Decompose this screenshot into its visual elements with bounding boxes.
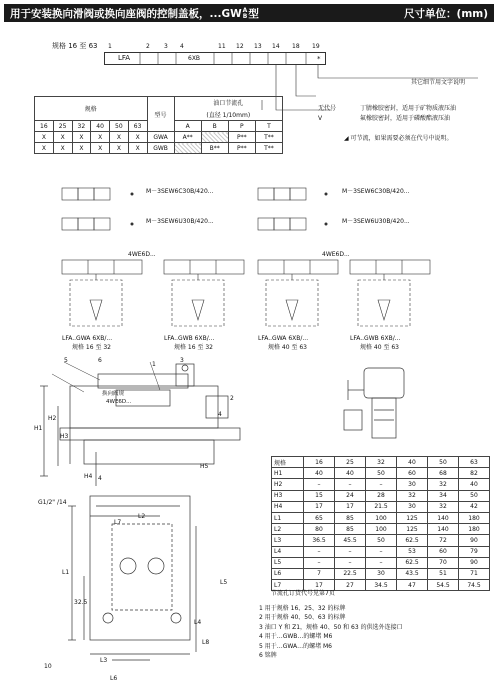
size-range-label: 规格 16 至 63 bbox=[52, 42, 98, 50]
table-cell: 140 bbox=[428, 512, 459, 523]
drawing-label: H1 bbox=[34, 425, 43, 432]
caption-model-3: LFA..GWA 6XB/... bbox=[258, 335, 309, 342]
table-row bbox=[272, 535, 490, 546]
table-cell: H4 bbox=[272, 501, 304, 512]
table-cell: 50 bbox=[366, 468, 397, 479]
table-cell: 85 bbox=[335, 512, 366, 523]
orifice-note: ◢ 可节流，如果需要必须在代号中说明。 bbox=[344, 135, 453, 142]
dim-header-cell: 16 bbox=[304, 457, 335, 468]
drawing-label: 5 bbox=[64, 357, 68, 364]
spec-mark-cell: X bbox=[35, 143, 54, 154]
table-cell: L4 bbox=[272, 546, 304, 557]
table-cell: L1 bbox=[272, 512, 304, 523]
position-number: 1 bbox=[108, 43, 112, 50]
dim-footnote: 节流孔订货代号见第7页 bbox=[271, 590, 335, 597]
table-cell: – bbox=[335, 546, 366, 557]
spec-size-cell: 63 bbox=[128, 121, 147, 132]
drawing-label: L4 bbox=[194, 619, 202, 626]
table-cell: 140 bbox=[428, 524, 459, 535]
dim-header-cell: 规格 bbox=[272, 457, 304, 468]
spec-table bbox=[34, 96, 283, 154]
spec-size-header: 规格 bbox=[35, 97, 148, 121]
table-cell: 17 bbox=[304, 501, 335, 512]
drawing-label: L1 bbox=[62, 569, 70, 576]
table-cell: L2 bbox=[272, 524, 304, 535]
valve-left-top: M－3SEW6C30B/420... bbox=[146, 188, 214, 195]
table-cell: 32 bbox=[428, 479, 459, 490]
position-number: 4 bbox=[180, 43, 184, 50]
table-cell: 30 bbox=[366, 568, 397, 579]
spec-orifice-sub: (直径 1/10mm) bbox=[174, 109, 282, 121]
spec-mark-cell: X bbox=[128, 132, 147, 143]
table-row bbox=[272, 546, 490, 557]
drawing-label: L2 bbox=[138, 513, 146, 520]
drawing-label: H2 bbox=[48, 415, 57, 422]
spec-mark-cell: X bbox=[53, 143, 72, 154]
valve-right-mid: M－3SEW6U30B/420... bbox=[342, 218, 410, 225]
table-cell: 45.5 bbox=[335, 535, 366, 546]
table-cell: 180 bbox=[459, 512, 490, 523]
table-cell: 53 bbox=[397, 546, 428, 557]
spec-size-cell: 50 bbox=[110, 121, 129, 132]
valve-left-4we: 4WE6D... bbox=[128, 251, 156, 258]
spec-model-cell: GWA bbox=[147, 132, 174, 143]
position-number: 12 bbox=[236, 43, 244, 50]
table-cell: 85 bbox=[335, 524, 366, 535]
spec-size-cell: 32 bbox=[72, 121, 91, 132]
table-cell: 30 bbox=[397, 501, 428, 512]
note-item: 6 铭牌 bbox=[259, 652, 277, 660]
table-cell: – bbox=[304, 479, 335, 490]
table-cell: 28 bbox=[366, 490, 397, 501]
spec-size-cell: 25 bbox=[53, 121, 72, 132]
table-row bbox=[272, 524, 490, 535]
table-row bbox=[272, 468, 490, 479]
table-cell: 65 bbox=[304, 512, 335, 523]
table-row bbox=[272, 568, 490, 579]
table-row bbox=[272, 490, 490, 501]
drawing-label: L5 bbox=[220, 579, 228, 586]
valve-right-4we: 4WE6D... bbox=[322, 251, 350, 258]
note-item: 4 用于…GWB…的螺堵 M6 bbox=[259, 633, 333, 641]
dim-header-row bbox=[272, 457, 490, 468]
spec-row bbox=[35, 132, 283, 143]
order-mid: 6XB bbox=[188, 55, 201, 62]
table-cell: 15 bbox=[304, 490, 335, 501]
table-cell: – bbox=[366, 546, 397, 557]
table-cell: 50 bbox=[459, 490, 490, 501]
dim-header-cell: 63 bbox=[459, 457, 490, 468]
spec-orifice-cell bbox=[174, 143, 201, 154]
spec-mark-cell: X bbox=[72, 143, 91, 154]
table-cell: 34.5 bbox=[366, 580, 397, 591]
caption-size-2: 规格 16 至 32 bbox=[174, 344, 213, 351]
table-cell: L6 bbox=[272, 568, 304, 579]
nameplate-line-2: 4WE6D... bbox=[106, 399, 132, 405]
table-cell: 47 bbox=[397, 580, 428, 591]
table-cell: 40 bbox=[304, 468, 335, 479]
table-cell: – bbox=[304, 557, 335, 568]
spec-size-cell: 40 bbox=[91, 121, 110, 132]
position-number: 13 bbox=[254, 43, 262, 50]
table-cell: 74.5 bbox=[459, 580, 490, 591]
table-cell: 50 bbox=[366, 535, 397, 546]
table-cell: – bbox=[366, 557, 397, 568]
solenoid-drawing bbox=[334, 360, 424, 450]
table-cell: 90 bbox=[459, 535, 490, 546]
drawing-label: 32.5 bbox=[74, 599, 88, 606]
order-end-mark: * bbox=[317, 55, 321, 63]
note-other-details: 其它细节用文字说明 bbox=[411, 79, 466, 86]
table-cell: 32 bbox=[397, 490, 428, 501]
table-cell: 24 bbox=[335, 490, 366, 501]
spec-orifice-cell: T** bbox=[255, 143, 282, 154]
table-cell: 125 bbox=[397, 512, 428, 523]
position-number: 2 bbox=[146, 43, 150, 50]
dim-header-cell: 25 bbox=[335, 457, 366, 468]
table-row bbox=[272, 557, 490, 568]
unit-label: 尺寸单位：(mm) bbox=[404, 7, 488, 20]
table-cell: 32 bbox=[428, 501, 459, 512]
spec-model-header: 型号 bbox=[147, 97, 174, 132]
table-cell: 60 bbox=[428, 546, 459, 557]
table-cell: 72 bbox=[428, 535, 459, 546]
dim-header-cell: 40 bbox=[397, 457, 428, 468]
table-cell: 180 bbox=[459, 524, 490, 535]
position-number: 14 bbox=[272, 43, 280, 50]
table-cell: 125 bbox=[397, 524, 428, 535]
drawing-label: 4 bbox=[98, 475, 102, 482]
spec-mark-cell: X bbox=[53, 132, 72, 143]
table-cell: 68 bbox=[428, 468, 459, 479]
position-number: 18 bbox=[292, 43, 300, 50]
table-cell: 30 bbox=[397, 479, 428, 490]
table-cell: H2 bbox=[272, 479, 304, 490]
spec-mark-cell: X bbox=[110, 143, 129, 154]
table-cell: H3 bbox=[272, 490, 304, 501]
drawing-label: 2 bbox=[230, 395, 234, 402]
drawing-label: G1/2" /14 bbox=[38, 499, 67, 506]
spec-orifice-header: 油口节流孔 bbox=[174, 97, 282, 109]
table-cell: – bbox=[335, 479, 366, 490]
table-cell: – bbox=[304, 546, 335, 557]
table-row bbox=[272, 479, 490, 490]
table-cell: 22.5 bbox=[335, 568, 366, 579]
spec-row bbox=[35, 143, 283, 154]
table-cell: 82 bbox=[459, 468, 490, 479]
drawing-label: 3 bbox=[180, 357, 184, 364]
notes-list bbox=[259, 604, 403, 660]
caption-model-4: LFA..GWB 6XB/... bbox=[350, 335, 401, 342]
title-sup: A bbox=[242, 6, 248, 14]
table-cell: 70 bbox=[428, 557, 459, 568]
table-cell: 100 bbox=[366, 512, 397, 523]
seal-text-v: 氟橡胶密封，适用于磷酸酯液压油 bbox=[360, 115, 451, 122]
spec-orifice-cell: P** bbox=[228, 143, 255, 154]
spec-mark-cell: X bbox=[91, 143, 110, 154]
caption-size-1: 规格 16 至 32 bbox=[72, 344, 111, 351]
drawing-label: H5 bbox=[200, 463, 209, 470]
spec-model-cell: GWB bbox=[147, 143, 174, 154]
drawing-label: 10 bbox=[44, 663, 52, 670]
dim-header-cell: 32 bbox=[366, 457, 397, 468]
spec-size-cell: 16 bbox=[35, 121, 54, 132]
caption-size-4: 规格 40 至 63 bbox=[360, 344, 399, 351]
drawing-label: L7 bbox=[114, 519, 122, 526]
order-prefix: LFA bbox=[118, 54, 131, 62]
table-cell: 51 bbox=[428, 568, 459, 579]
spec-mark-cell: X bbox=[128, 143, 147, 154]
seal-code-v: V bbox=[318, 115, 323, 122]
table-cell: 21.5 bbox=[366, 501, 397, 512]
spec-mark-cell: X bbox=[72, 132, 91, 143]
drawing-label: L6 bbox=[110, 675, 118, 682]
drawing-label: L3 bbox=[100, 657, 108, 664]
table-row bbox=[272, 501, 490, 512]
table-cell: 79 bbox=[459, 546, 490, 557]
table-cell: 90 bbox=[459, 557, 490, 568]
spec-orifice-cell: P** bbox=[228, 132, 255, 143]
seal-code-none: 无代号 bbox=[318, 105, 337, 112]
spec-mark-cell: X bbox=[35, 132, 54, 143]
note-item: 2 用于规格 40、50、63 的标牌 bbox=[259, 614, 346, 622]
table-cell: 17 bbox=[304, 580, 335, 591]
table-cell: 100 bbox=[366, 524, 397, 535]
caption-model-1: LFA..GWA 6XB/... bbox=[62, 335, 113, 342]
table-cell: 40 bbox=[335, 468, 366, 479]
table-cell: 34 bbox=[428, 490, 459, 501]
orifice-triangle-icon: ◢ bbox=[344, 135, 351, 142]
position-number: 3 bbox=[164, 43, 168, 50]
drawing-label: 6 bbox=[98, 357, 102, 364]
table-cell: 43.5 bbox=[397, 568, 428, 579]
spec-port-header: B bbox=[201, 121, 228, 132]
table-cell: 42 bbox=[459, 501, 490, 512]
note-item: 5 用于…GWA…的螺堵 M6 bbox=[259, 642, 332, 650]
table-cell: 62.5 bbox=[397, 557, 428, 568]
table-cell: L5 bbox=[272, 557, 304, 568]
valve-left-mid: M－3SEW6U30B/420... bbox=[146, 218, 214, 225]
spec-port-header: T bbox=[255, 121, 282, 132]
table-cell: 17 bbox=[335, 501, 366, 512]
drawing-label: L8 bbox=[202, 639, 210, 646]
table-cell: 40 bbox=[459, 479, 490, 490]
table-cell: L3 bbox=[272, 535, 304, 546]
table-cell: 54.5 bbox=[428, 580, 459, 591]
spec-mark-cell: X bbox=[91, 132, 110, 143]
note-item: 3 油口 Y 和 Z1，规格 40、50 和 63 的供选外连接口 bbox=[259, 623, 403, 631]
table-cell: 27 bbox=[335, 580, 366, 591]
table-cell: – bbox=[335, 557, 366, 568]
spec-orifice-cell: B** bbox=[201, 143, 228, 154]
dim-header-cell: 50 bbox=[428, 457, 459, 468]
drawing-label: H4 bbox=[84, 473, 93, 480]
caption-size-3: 规格 40 至 63 bbox=[268, 344, 307, 351]
table-cell: 62.5 bbox=[397, 535, 428, 546]
valve-symbol bbox=[62, 188, 78, 200]
valve-right-top: M－3SEW6C30B/420... bbox=[342, 188, 410, 195]
drawing-label: 4 bbox=[218, 411, 222, 418]
spec-port-header: A bbox=[174, 121, 201, 132]
dimension-table bbox=[271, 456, 490, 591]
table-cell: 71 bbox=[459, 568, 490, 579]
table-cell: – bbox=[366, 479, 397, 490]
table-cell: 60 bbox=[397, 468, 428, 479]
drawing-label: H3 bbox=[60, 433, 69, 440]
spec-mark-cell: X bbox=[110, 132, 129, 143]
table-cell: 36.5 bbox=[304, 535, 335, 546]
table-cell: 80 bbox=[304, 524, 335, 535]
page-title: 用于安装换向滑阀或换向座阀的控制盖板，...GWA B型 bbox=[10, 6, 259, 20]
table-row bbox=[272, 512, 490, 523]
position-number: 19 bbox=[312, 43, 320, 50]
mechanical-drawing bbox=[0, 356, 260, 686]
note-item: 1 用于规格 16、25、32 的标牌 bbox=[259, 605, 346, 612]
table-cell: H1 bbox=[272, 468, 304, 479]
drawing-label: 1 bbox=[152, 361, 156, 368]
spec-port-header: P bbox=[228, 121, 255, 132]
title-sub: B bbox=[242, 12, 248, 20]
spec-orifice-cell: T** bbox=[255, 132, 282, 143]
nameplate-line-1: 换向阀规 bbox=[102, 391, 125, 397]
table-cell: L7 bbox=[272, 580, 304, 591]
spec-orifice-cell: A** bbox=[174, 132, 201, 143]
spec-orifice-cell bbox=[201, 132, 228, 143]
table-cell: 7 bbox=[304, 568, 335, 579]
position-number: 11 bbox=[218, 43, 226, 50]
caption-model-2: LFA..GWB 6XB/... bbox=[164, 335, 215, 342]
seal-text-none: 丁腈橡胶密封，适用于矿物质液压油 bbox=[360, 105, 457, 112]
